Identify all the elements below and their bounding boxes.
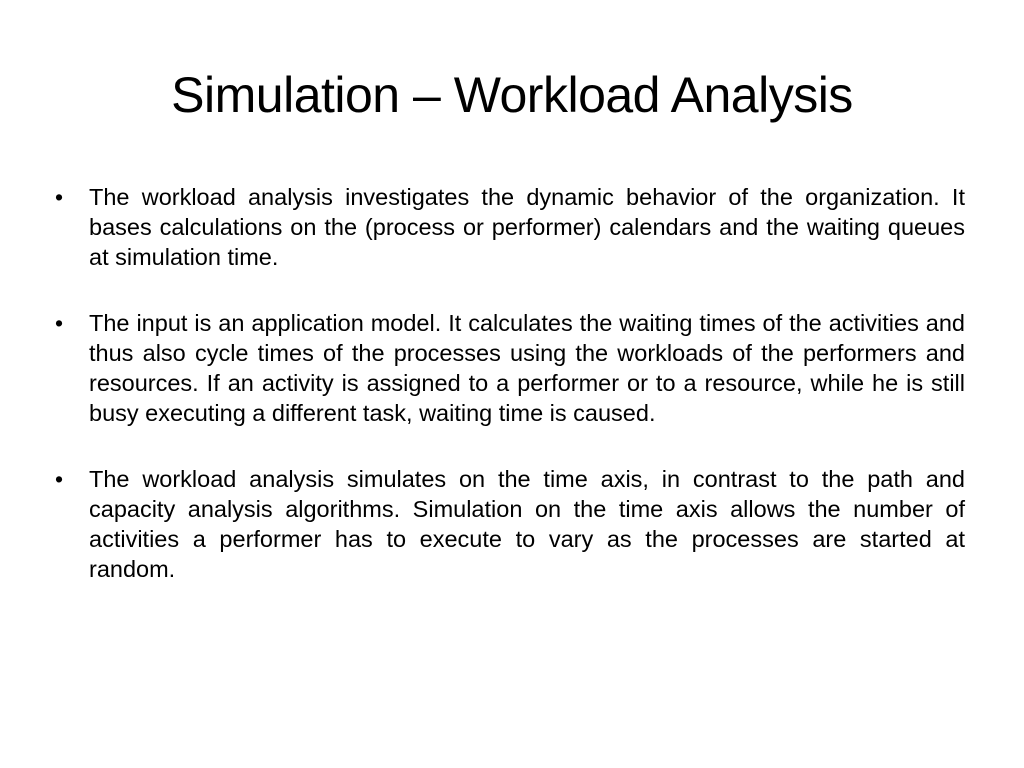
slide-title: Simulation – Workload Analysis: [171, 67, 853, 123]
bullet-item: [53, 464, 965, 584]
bullet-text: The workload analysis simulates on the time axis, in contrast to the path and capacity analysis algorithms. Simulation on the time axis allows the number of activities a performer has to execute to vary as the processes are started at random.: [89, 466, 965, 582]
bullet-icon: •: [55, 466, 64, 492]
bullet-item: [53, 308, 965, 428]
bullet-icon: •: [55, 310, 64, 336]
bullet-icon: •: [55, 184, 64, 210]
bullet-list: [53, 182, 965, 620]
bullet-text: The input is an application model. It calculates the waiting times of the activities and thus also cycle times of the processes using the workloads of the performers and resources. If an activity is assigned to a performer or to a resource, while he is still busy executing a different task, waiting time is caused.: [89, 310, 965, 426]
bullet-text: The workload analysis investigates the dynamic behavior of the organization. It bases calculations on the (process or performer) calendars and the waiting queues at simulation time.: [89, 184, 965, 270]
bullet-item: [53, 182, 965, 272]
